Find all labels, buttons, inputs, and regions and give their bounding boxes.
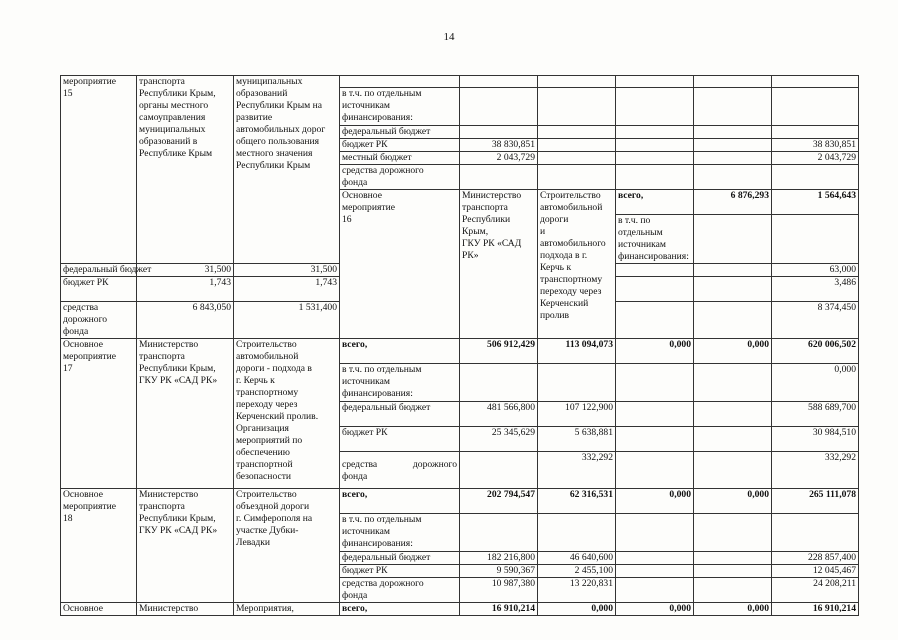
total-cell: 30 984,510 (772, 426, 859, 451)
event-name-cell: Основное мероприятие 17 (61, 338, 137, 488)
value-cell: 9 590,367 (460, 564, 538, 577)
source-cell: средства дорожного фонда (340, 165, 460, 190)
event-title-cell: Мероприятия, (234, 602, 340, 615)
source-cell: федеральный бюджет (340, 551, 460, 564)
value-cell: 2 455,100 (538, 564, 616, 577)
value-cell: 6 876,293 (694, 190, 772, 215)
total-cell: 38 830,851 (772, 139, 859, 152)
event-name-cell: Основное мероприятие 18 (61, 488, 137, 602)
value-cell: 1,743 (234, 276, 340, 301)
total-cell: 16 910,214 (772, 602, 859, 615)
value-cell: 481 566,800 (460, 401, 538, 426)
event-name-cell: Основное (61, 602, 137, 615)
source-cell: бюджет РК (340, 564, 460, 577)
executor-cell: транспорта Республики Крым, органы местного самоуправления муниципальных образований в Республике Крым (137, 76, 234, 264)
value-cell: 202 794,547 (460, 488, 538, 513)
source-cell: средства дорожного фонда (340, 451, 460, 488)
value-cell: 31,500 (137, 263, 234, 276)
value-cell: 16 910,214 (460, 602, 538, 615)
total-cell: 0,000 (772, 363, 859, 401)
table-row (61, 488, 859, 513)
total-cell: 332,292 (772, 451, 859, 488)
value-cell: 1 564,643 (772, 190, 859, 215)
source-cell: в т.ч. по отдельным источникам финансирования: (340, 88, 460, 126)
source-cell: всего, (340, 488, 460, 513)
source-cell: местный бюджет (340, 152, 460, 165)
source-cell: средства дорожного фонда (61, 301, 137, 338)
table-row (61, 602, 859, 615)
value-cell: 13 220,831 (538, 577, 616, 602)
source-cell: всего, (616, 190, 694, 215)
total-cell: 620 006,502 (772, 338, 859, 363)
value-cell: 506 912,429 (460, 338, 538, 363)
total-cell: 588 689,700 (772, 401, 859, 426)
value-cell: 107 122,900 (538, 401, 616, 426)
source-cell: бюджет РК (61, 276, 137, 301)
total-cell: 2 043,729 (772, 152, 859, 165)
total-cell: 228 857,400 (772, 551, 859, 564)
total-cell: 63,000 (772, 263, 859, 276)
executor-cell: Министерство транспорта Республики Крым, ГКУ РК «САД РК» (460, 190, 538, 339)
financing-table (60, 75, 859, 616)
value-cell: 182 216,800 (460, 551, 538, 564)
source-cell: в т.ч. по отдельным источникам финансирования: (616, 215, 694, 264)
value-cell: 0,000 (694, 338, 772, 363)
event-name-cell: Основное мероприятие 16 (340, 190, 460, 339)
value-cell: 113 094,073 (538, 338, 616, 363)
table-row (61, 76, 859, 88)
source-cell: федеральный бюджет (61, 263, 137, 276)
value-cell: 25 345,629 (460, 426, 538, 451)
value-cell: 0,000 (616, 488, 694, 513)
total-cell: 24 208,211 (772, 577, 859, 602)
source-cell: всего, (340, 602, 460, 615)
executor-cell: Министерство транспорта Республики Крым, ГКУ РК «САД РК» (137, 338, 234, 488)
executor-cell: Министерство (137, 602, 234, 615)
value-cell: 62 316,531 (538, 488, 616, 513)
value-cell: 0,000 (694, 602, 772, 615)
value-cell: 5 638,881 (538, 426, 616, 451)
source-cell: бюджет РК (340, 426, 460, 451)
source-cell: в т.ч. по отдельным источникам финансирования: (340, 513, 460, 551)
value-cell: 0,000 (616, 602, 694, 615)
value-cell: 6 843,050 (137, 301, 234, 338)
value-cell: 38 830,851 (460, 139, 538, 152)
value-cell: 31,500 (234, 263, 340, 276)
value-cell: 46 640,600 (538, 551, 616, 564)
total-cell: 8 374,450 (772, 301, 859, 338)
event-title-cell: муниципальных образований Республики Крым на развитие автомобильных дорог общего пользования местного значения Республики Крым (234, 76, 340, 264)
source-cell: бюджет РК (340, 139, 460, 152)
value-cell: 332,292 (538, 451, 616, 488)
event-title-cell: Строительство объездной дороги г. Симферополя на участке Дубки- Левадки (234, 488, 340, 602)
total-cell: 265 111,078 (772, 488, 859, 513)
event-title-cell: Строительство автомобильной дороги - подхода в г. Керчь к транспортному переходу через Керченский пролив. Организация мероприятий по обеспечению транспортной безопасности (234, 338, 340, 488)
source-cell: средства дорожного фонда (340, 577, 460, 602)
value-cell: 2 043,729 (460, 152, 538, 165)
page-number: 14 (443, 31, 455, 43)
source-cell: федеральный бюджет (340, 401, 460, 426)
value-cell: 10 987,380 (460, 577, 538, 602)
event-title-cell: Строительство автомобильной дороги и автомобильного подхода в г. Керчь к транспортному переходу через Керченский пролив (538, 190, 616, 339)
executor-cell: Министерство транспорта Республики Крым, ГКУ РК «САД РК» (137, 488, 234, 602)
value-cell: 1,743 (137, 276, 234, 301)
source-cell: федеральный бюджет (340, 126, 460, 139)
source-cell: в т.ч. по отдельным источникам финансирования: (340, 363, 460, 401)
value-cell: 0,000 (538, 602, 616, 615)
event-name-cell: мероприятие 15 (61, 76, 137, 264)
total-cell: 12 045,467 (772, 564, 859, 577)
value-cell: 1 531,400 (234, 301, 340, 338)
total-cell: 3,486 (772, 276, 859, 301)
source-cell: всего, (340, 338, 460, 363)
value-cell: 0,000 (616, 338, 694, 363)
table-row (61, 338, 859, 363)
value-cell: 0,000 (694, 488, 772, 513)
